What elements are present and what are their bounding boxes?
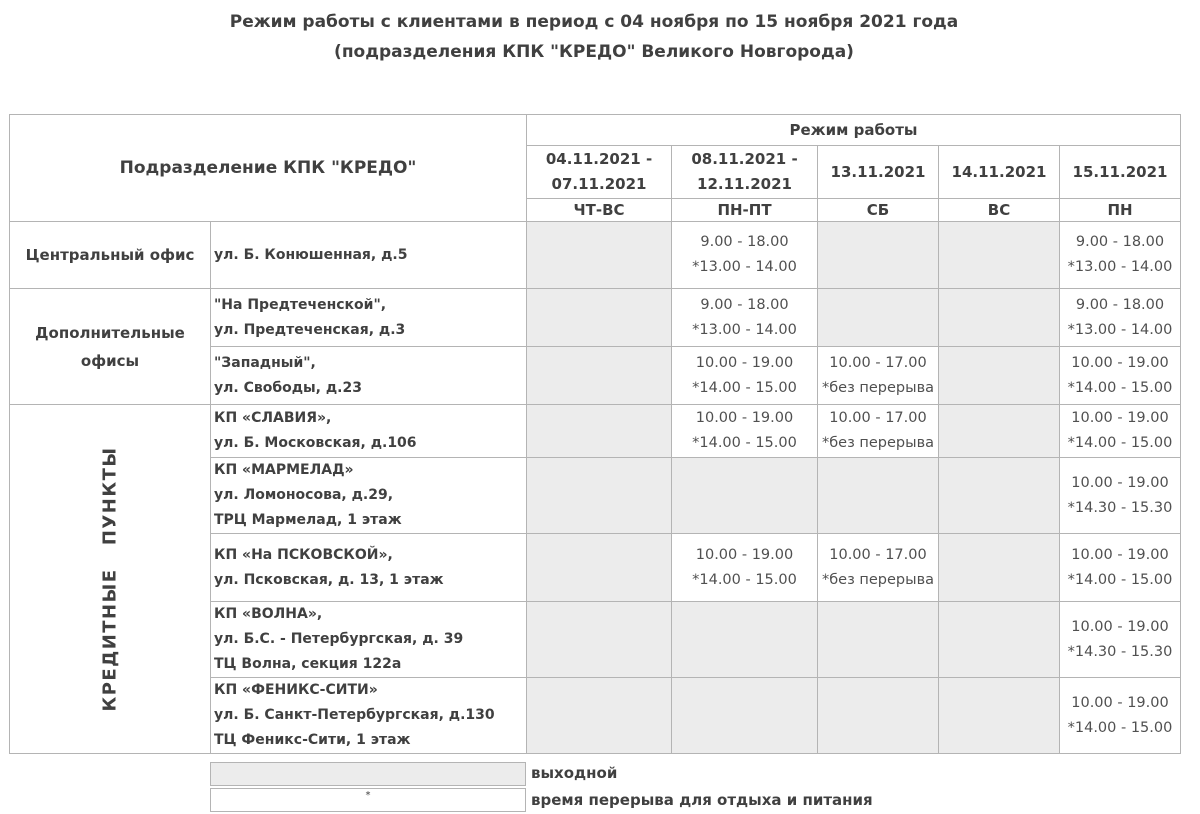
schedule-cell bbox=[939, 289, 1060, 347]
col-date-header bbox=[527, 146, 672, 199]
schedule-cell bbox=[672, 534, 818, 602]
schedule-cell bbox=[672, 222, 818, 289]
col-date-header bbox=[672, 146, 818, 199]
schedule-line: 10.00 - 19.00 bbox=[1071, 694, 1169, 711]
schedule-cell bbox=[818, 534, 939, 602]
table-row bbox=[10, 405, 1181, 458]
schedule-cell bbox=[1060, 602, 1181, 678]
schedule-table bbox=[9, 114, 1181, 754]
date-line: 12.11.2021 bbox=[697, 175, 792, 193]
schedule-line: 9.00 - 18.00 bbox=[700, 296, 789, 313]
date-line: 04.11.2021 - bbox=[545, 150, 653, 168]
schedule-line: *14.30 - 15.30 bbox=[1067, 499, 1173, 516]
office-cell bbox=[211, 534, 527, 602]
schedule-cell bbox=[527, 678, 672, 754]
schedule-cell bbox=[672, 289, 818, 347]
schedule-line: 9.00 - 18.00 bbox=[1075, 234, 1165, 250]
schedule-line: *13.00 - 14.00 bbox=[1067, 321, 1173, 338]
group-central-office: Центральный офис bbox=[10, 222, 211, 289]
schedule-line: 9.00 - 18.00 bbox=[700, 234, 789, 250]
office-line: ТЦ Феникс-Сити, 1 этаж bbox=[214, 732, 411, 748]
schedule-line: *13.00 - 14.00 bbox=[692, 259, 797, 275]
col-days-header: ПН-ПТ bbox=[672, 199, 818, 222]
office-line: ул. Предтеченская, д.3 bbox=[214, 321, 406, 338]
legend-day-off-label: выходной bbox=[531, 764, 618, 782]
schedule-line: 10.00 - 19.00 bbox=[1071, 410, 1169, 426]
schedule-cell bbox=[1060, 347, 1181, 405]
legend-day-off-swatch bbox=[210, 762, 526, 786]
schedule-cell bbox=[527, 458, 672, 534]
group-label-line: офисы bbox=[80, 351, 140, 370]
credit-points-label: КРЕДИТНЫЕ ПУНКТЫ bbox=[99, 446, 121, 712]
group-credit-points bbox=[10, 405, 211, 754]
schedule-cell bbox=[818, 289, 939, 347]
schedule-line: 10.00 - 19.00 bbox=[695, 354, 794, 371]
office-cell bbox=[211, 602, 527, 678]
schedule-line: *без перерыва bbox=[821, 435, 935, 451]
office-cell bbox=[211, 678, 527, 754]
table-row bbox=[10, 222, 1181, 289]
schedule-cell bbox=[939, 602, 1060, 678]
schedule-cell bbox=[672, 347, 818, 405]
schedule-cell bbox=[1060, 289, 1181, 347]
schedule-cell bbox=[818, 678, 939, 754]
col-date-header: 13.11.2021 bbox=[818, 146, 939, 199]
schedule-cell bbox=[939, 458, 1060, 534]
schedule-line: 10.00 - 17.00 bbox=[829, 410, 927, 426]
schedule-cell bbox=[672, 678, 818, 754]
office-line: КП «ВОЛНА», bbox=[214, 606, 323, 622]
office-cell bbox=[211, 289, 527, 347]
office-line: КП «МАРМЕЛАД» bbox=[214, 462, 354, 478]
office-line: ул. Свободы, д.23 bbox=[214, 379, 362, 396]
legend-break-swatch: * bbox=[210, 788, 526, 812]
office-line: ТЦ Волна, секция 122а bbox=[214, 656, 402, 672]
schedule-cell bbox=[672, 458, 818, 534]
schedule-cell bbox=[1060, 534, 1181, 602]
office-line: "Западный", bbox=[214, 354, 316, 371]
schedule-cell bbox=[818, 347, 939, 405]
col-date-header: 15.11.2021 bbox=[1060, 146, 1181, 199]
schedule-line: *без перерыва bbox=[821, 571, 935, 588]
schedule-cell bbox=[527, 405, 672, 458]
col-date-header: 14.11.2021 bbox=[939, 146, 1060, 199]
table-row bbox=[10, 289, 1181, 347]
schedule-cell bbox=[527, 534, 672, 602]
schedule-line: *13.00 - 14.00 bbox=[1067, 259, 1173, 275]
office-line: ТРЦ Мармелад, 1 этаж bbox=[214, 512, 402, 528]
schedule-line: *14.00 - 15.00 bbox=[1067, 571, 1173, 588]
office-line: ул. Б. Санкт-Петербургская, д.130 bbox=[214, 707, 495, 723]
office-cell bbox=[211, 458, 527, 534]
schedule-cell bbox=[527, 289, 672, 347]
schedule-line: 10.00 - 19.00 bbox=[1071, 618, 1169, 635]
schedule-cell bbox=[939, 222, 1060, 289]
office-line: ул. Псковская, д. 13, 1 этаж bbox=[214, 571, 444, 588]
office-line: "На Предтеченской", bbox=[214, 296, 387, 313]
schedule-cell bbox=[527, 602, 672, 678]
office-line: КП «На ПСКОВСКОЙ», bbox=[214, 546, 393, 563]
schedule-line: *14.00 - 15.00 bbox=[692, 571, 797, 588]
schedule-line: 9.00 - 18.00 bbox=[1075, 296, 1165, 313]
schedule-line: 10.00 - 19.00 bbox=[1071, 546, 1169, 563]
mode-header: Режим работы bbox=[527, 115, 1181, 146]
schedule-cell bbox=[939, 347, 1060, 405]
col-days-header: ПН bbox=[1060, 199, 1181, 222]
schedule-line: *14.00 - 15.00 bbox=[1067, 719, 1173, 736]
schedule-line: 10.00 - 19.00 bbox=[695, 410, 794, 426]
schedule-line: *без перерыва bbox=[821, 379, 935, 396]
schedule-cell bbox=[818, 458, 939, 534]
office-line: ул. Б. Конюшенная, д.5 bbox=[214, 246, 408, 263]
group-additional-offices bbox=[10, 289, 211, 405]
schedule-cell bbox=[818, 602, 939, 678]
date-line: 08.11.2021 - bbox=[691, 150, 798, 168]
schedule-cell bbox=[672, 602, 818, 678]
division-header: Подразделение КПК "КРЕДО" bbox=[10, 115, 527, 222]
schedule-cell bbox=[939, 534, 1060, 602]
schedule-cell bbox=[1060, 405, 1181, 458]
page-subtitle: (подразделения КПК "КРЕДО" Великого Новгорода) bbox=[334, 42, 854, 62]
schedule-cell bbox=[527, 222, 672, 289]
office-line: КП «ФЕНИКС-СИТИ» bbox=[214, 682, 378, 698]
schedule-cell bbox=[672, 405, 818, 458]
schedule-cell bbox=[1060, 222, 1181, 289]
schedule-line: 10.00 - 17.00 bbox=[829, 354, 927, 371]
schedule-cell bbox=[527, 347, 672, 405]
schedule-line: *14.00 - 15.00 bbox=[692, 379, 797, 396]
schedule-cell bbox=[818, 405, 939, 458]
schedule-cell bbox=[1060, 458, 1181, 534]
office-cell bbox=[211, 347, 527, 405]
schedule-line: *14.00 - 15.00 bbox=[1067, 435, 1173, 451]
legend-break-label: время перерыва для отдыха и питания bbox=[531, 791, 873, 809]
group-label-line: Дополнительные bbox=[35, 323, 185, 342]
schedule-line: *14.00 - 15.00 bbox=[1067, 379, 1173, 396]
office-line: ул. Б.С. - Петербургская, д. 39 bbox=[214, 631, 464, 647]
schedule-line: 10.00 - 19.00 bbox=[1071, 474, 1169, 491]
schedule-line: 10.00 - 19.00 bbox=[695, 546, 794, 563]
schedule-line: 10.00 - 17.00 bbox=[829, 546, 927, 563]
col-days-header: ЧТ-ВС bbox=[527, 199, 672, 222]
col-days-header: ВС bbox=[939, 199, 1060, 222]
schedule-line: *14.00 - 15.00 bbox=[692, 435, 797, 451]
schedule-cell bbox=[939, 678, 1060, 754]
office-line: КП «СЛАВИЯ», bbox=[214, 410, 332, 426]
schedule-cell bbox=[939, 405, 1060, 458]
schedule-line: 10.00 - 19.00 bbox=[1071, 354, 1169, 371]
schedule-line: *14.30 - 15.30 bbox=[1067, 643, 1173, 660]
office-cell bbox=[211, 222, 527, 289]
office-cell bbox=[211, 405, 527, 458]
office-line: ул. Ломоносова, д.29, bbox=[214, 487, 394, 503]
schedule-line: *13.00 - 14.00 bbox=[692, 321, 797, 338]
office-line: ул. Б. Московская, д.106 bbox=[214, 435, 417, 451]
page-title: Режим работы с клиентами в период с 04 ноября по 15 ноября 2021 года bbox=[229, 12, 959, 32]
date-line: 07.11.2021 bbox=[551, 175, 647, 193]
schedule-cell bbox=[1060, 678, 1181, 754]
col-days-header: СБ bbox=[818, 199, 939, 222]
schedule-cell bbox=[818, 222, 939, 289]
